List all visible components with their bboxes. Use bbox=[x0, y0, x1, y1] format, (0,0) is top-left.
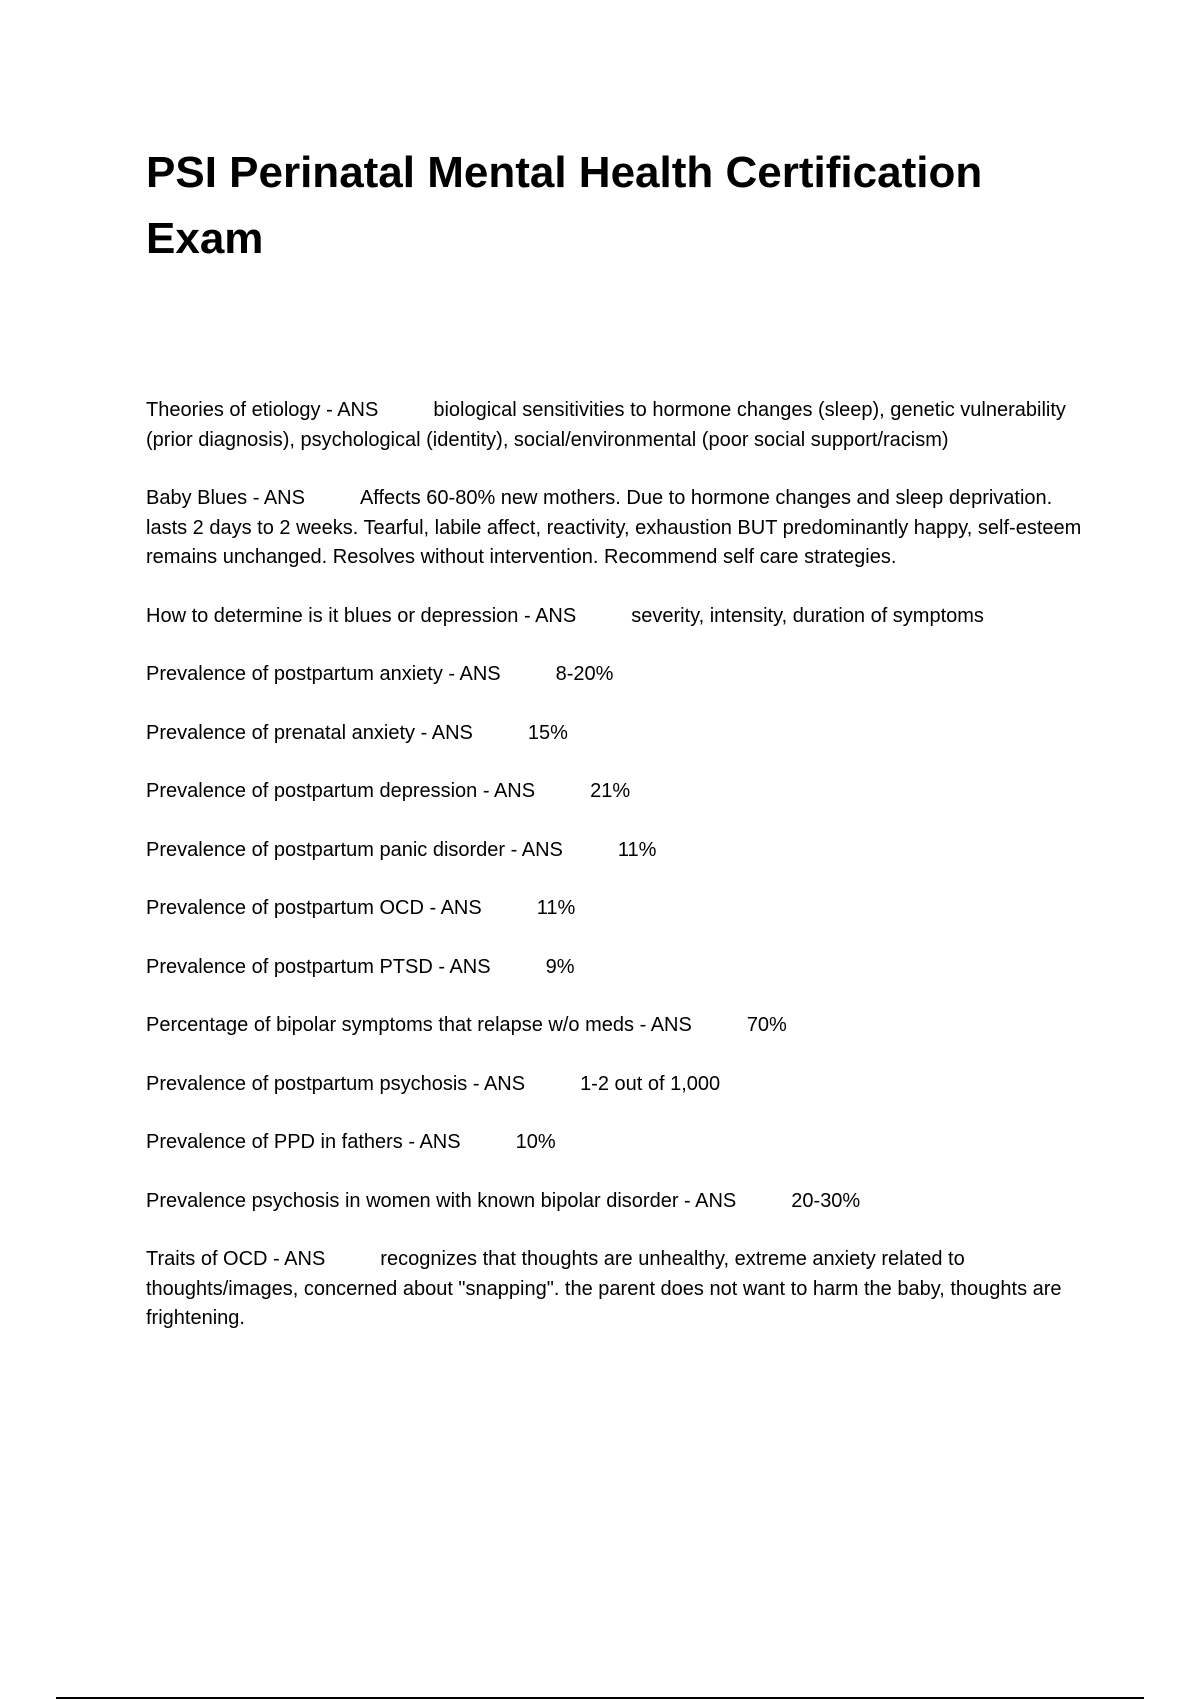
qa-item bbox=[146, 1245, 1086, 1334]
qa-question: Theories of etiology - ANS bbox=[146, 399, 379, 421]
qa-answer: 15% bbox=[527, 721, 568, 744]
qa-item bbox=[146, 602, 1086, 632]
qa-answer: 20-30% bbox=[791, 1189, 861, 1212]
qa-question: Prevalence of postpartum panic disorder - ANS bbox=[146, 838, 563, 861]
qa-item bbox=[146, 1011, 1086, 1041]
qa-answer: 8-20% bbox=[555, 663, 614, 685]
qa-item bbox=[146, 484, 1086, 573]
qa-answer: 11% bbox=[536, 897, 576, 919]
qa-item bbox=[146, 1187, 1086, 1217]
qa-item bbox=[146, 1128, 1086, 1158]
qa-answer: 9% bbox=[545, 955, 575, 978]
qa-item bbox=[146, 660, 1086, 690]
qa-question: Prevalence of postpartum anxiety - ANS bbox=[146, 663, 501, 685]
qa-item bbox=[146, 1070, 1086, 1100]
qa-answer: 10% bbox=[515, 1131, 556, 1153]
page-title: PSI Perinatal Mental Health Certification Exam bbox=[146, 148, 983, 263]
qa-question: Prevalence of prenatal anxiety - ANS bbox=[146, 721, 473, 744]
qa-question: Prevalence of postpartum psychosis - ANS bbox=[146, 1072, 526, 1095]
qa-item bbox=[146, 953, 1086, 983]
qa-question: Prevalence of postpartum PTSD - ANS bbox=[146, 955, 491, 978]
qa-question: Baby Blues - ANS bbox=[146, 487, 305, 509]
qa-answer: 70% bbox=[746, 1014, 787, 1036]
qa-answer: recognizes that thoughts are unhealthy, extreme anxiety related to thoughts/images, concerned about "snapping". the parent does not want to harm the baby, thoughts are frightening. bbox=[146, 1248, 1062, 1329]
qa-answer: 11% bbox=[617, 838, 657, 861]
qa-item bbox=[146, 396, 1086, 455]
qa-item bbox=[146, 894, 1086, 924]
qa-answer: severity, intensity, duration of symptoms bbox=[631, 604, 984, 627]
qa-item bbox=[146, 836, 1086, 866]
qa-question: Prevalence of postpartum OCD - ANS bbox=[146, 897, 482, 919]
qa-question: Prevalence of PPD in fathers - ANS bbox=[146, 1131, 461, 1153]
qa-item bbox=[146, 719, 1086, 749]
qa-answer: biological sensitivities to hormone changes (sleep), genetic vulnerability (prior diagnosis), psychological (identity), social/environmental (poor social support/racism) bbox=[146, 399, 1066, 451]
qa-question: Traits of OCD - ANS bbox=[146, 1248, 326, 1270]
footer-divider bbox=[56, 1697, 1144, 1699]
qa-question: How to determine is it blues or depression - ANS bbox=[146, 604, 577, 627]
qa-answer: Affects 60-80% new mothers. Due to hormone changes and sleep deprivation. lasts 2 days to 2 weeks. Tearful, labile affect, reactivity, exhaustion BUT predominantly happy, self-esteem remains unchanged. Resolves without intervention. Recommend self care strategies. bbox=[146, 487, 1082, 568]
qa-answer: 21% bbox=[590, 780, 631, 802]
qa-answer: 1-2 out of 1,000 bbox=[580, 1072, 721, 1095]
qa-question: Percentage of bipolar symptoms that relapse w/o meds - ANS bbox=[146, 1014, 692, 1036]
qa-item bbox=[146, 777, 1086, 807]
qa-question: Prevalence psychosis in women with known bipolar disorder - ANS bbox=[146, 1189, 737, 1212]
qa-question: Prevalence of postpartum depression - ANS bbox=[146, 780, 536, 802]
qa-list bbox=[146, 396, 1086, 1363]
